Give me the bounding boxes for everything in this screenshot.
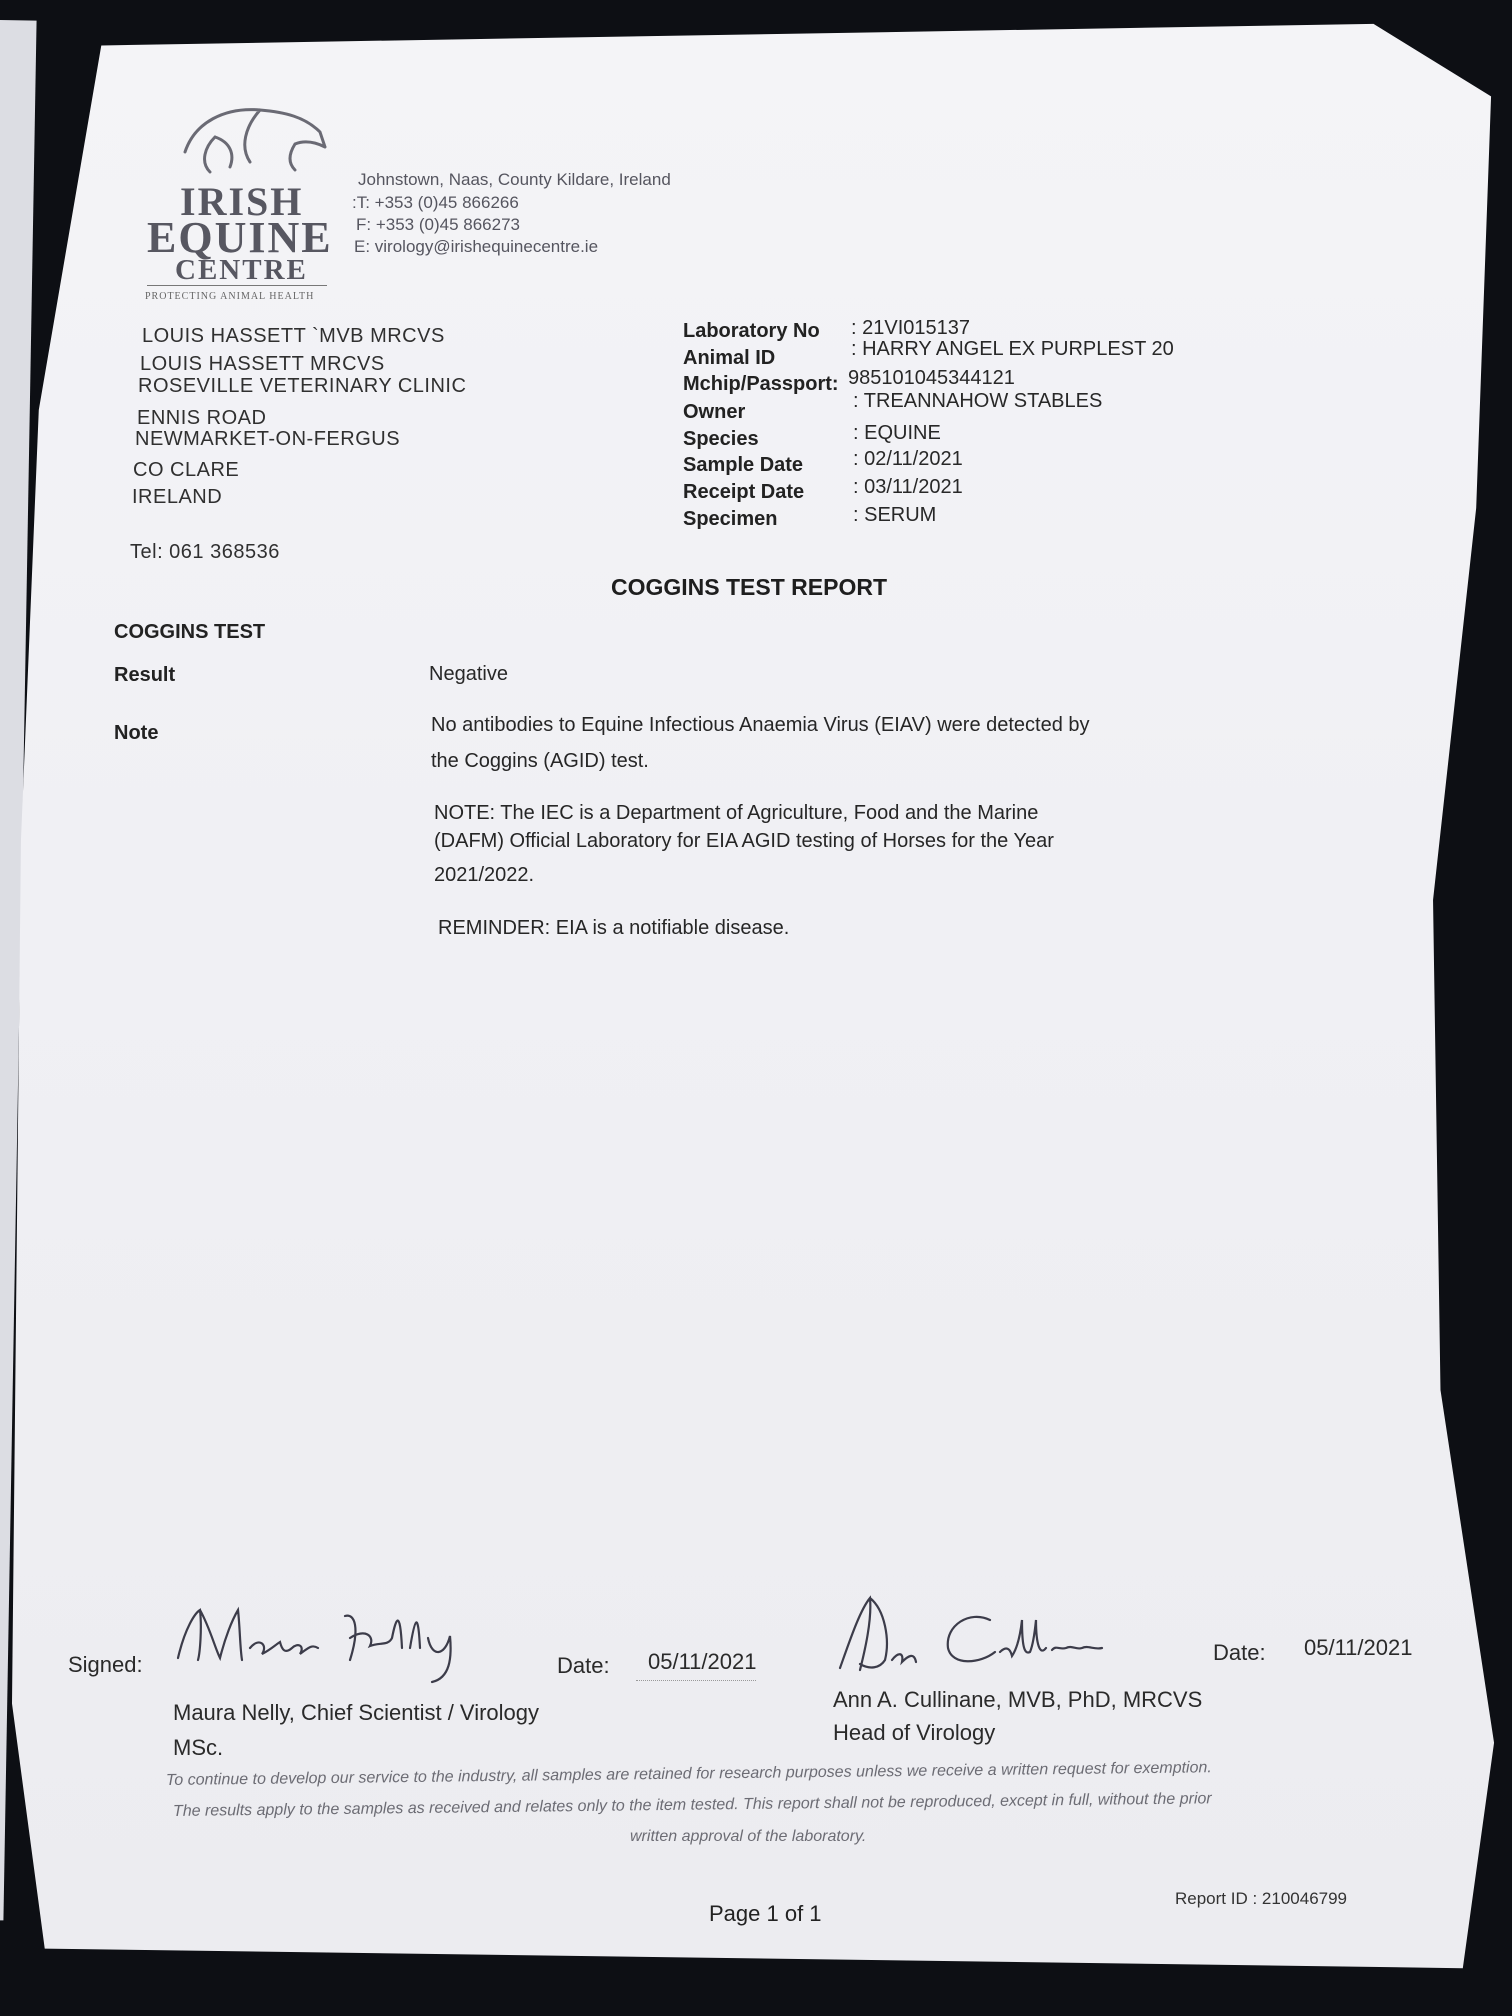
logo-tagline: PROTECTING ANIMAL HEALTH — [145, 291, 315, 302]
recipient-line: LOUIS HASSETT MRCVS — [140, 353, 385, 375]
note2-line: NOTE: The IEC is a Department of Agriculture, Food and the Marine — [434, 802, 1039, 824]
left-date-rule — [636, 1680, 756, 1681]
disclaimer-line: The results apply to the samples as received and relates only to the item tested. This report shall not be reproduced, except in full, without the prior — [172, 1790, 1212, 1820]
page-number: Page 1 of 1 — [709, 1901, 822, 1926]
result-label: Result — [114, 664, 176, 686]
field-value: : EQUINE — [853, 422, 941, 444]
report-id: Report ID : 210046799 — [1175, 1889, 1348, 1908]
signed-label: Signed: — [68, 1652, 143, 1677]
field-label: Sample Date — [683, 454, 804, 476]
recipient-tel: Tel: 061 368536 — [130, 541, 280, 563]
horse-logo-icon — [175, 92, 335, 182]
header-fax: F: +353 (0)45 866273 — [356, 215, 520, 234]
field-label: Species — [683, 428, 759, 450]
field-value: : TREANNAHOW STABLES — [853, 390, 1103, 412]
logo-line1: IRISH — [180, 179, 304, 224]
recipient-line: ROSEVILLE VETERINARY CLINIC — [138, 375, 467, 397]
note-line: No antibodies to Equine Infectious Anaemia Virus (EIAV) were detected by — [431, 714, 1090, 736]
note2-line: 2021/2022. — [434, 864, 535, 886]
reminder-text: REMINDER: EIA is a notifiable disease. — [438, 917, 790, 939]
left-date-label: Date: — [557, 1653, 610, 1678]
recipient-line: IRELAND — [132, 486, 223, 508]
left-signature — [170, 1598, 490, 1688]
field-value: : 02/11/2021 — [853, 448, 963, 470]
field-label: Laboratory No — [683, 320, 820, 342]
field-label: Specimen — [683, 508, 778, 530]
field-value: : 03/11/2021 — [853, 476, 963, 498]
right-signer-name: Ann A. Cullinane, MVB, PhD, MRCVS — [833, 1687, 1203, 1712]
right-date: 05/11/2021 — [1304, 1635, 1413, 1660]
note-line: the Coggins (AGID) test. — [431, 750, 649, 772]
left-date: 05/11/2021 — [648, 1649, 757, 1674]
section-heading: COGGINS TEST — [114, 621, 266, 643]
header-address: Johnstown, Naas, County Kildare, Ireland — [358, 170, 671, 189]
logo-rule — [147, 285, 327, 286]
recipient-line: CO CLARE — [133, 459, 240, 481]
disclaimer-line: written approval of the laboratory. — [630, 1828, 867, 1845]
field-label: Receipt Date — [683, 481, 805, 503]
left-signer-name: Maura Nelly, Chief Scientist / Virology — [173, 1700, 539, 1725]
field-value: 985101045344121 — [848, 367, 1015, 389]
right-signer-title: Head of Virology — [833, 1720, 996, 1745]
right-date-label: Date: — [1213, 1640, 1266, 1665]
note-label: Note — [114, 722, 159, 744]
field-value: : 21VI015137 — [851, 317, 970, 339]
field-value: : SERUM — [853, 504, 937, 526]
header-phone: :T: +353 (0)45 866266 — [352, 193, 519, 212]
header-email: E: virology@irishequinecentre.ie — [354, 237, 599, 256]
field-label: Mchip/Passport: — [683, 373, 839, 395]
logo-line2: EQUINE — [147, 213, 333, 262]
disclaimer-line: To continue to develop our service to the industry, all samples are retained for research purposes unless we receive a written request for exemption. — [165, 1759, 1212, 1789]
note2-line: (DAFM) Official Laboratory for EIA AGID testing of Horses for the Year — [434, 830, 1054, 852]
result-value: Negative — [429, 663, 508, 685]
field-label: Owner — [683, 401, 746, 423]
report-title: COGGINS TEST REPORT — [611, 574, 888, 600]
right-signature — [830, 1590, 1130, 1680]
recipient-line: ENNIS ROAD — [137, 407, 267, 429]
recipient-line: NEWMARKET-ON-FERGUS — [135, 428, 401, 450]
field-label: Animal ID — [683, 347, 776, 369]
left-signer-degree: MSc. — [173, 1735, 224, 1760]
logo-line3: CENTRE — [175, 254, 308, 286]
field-value: : HARRY ANGEL EX PURPLEST 20 — [851, 338, 1174, 360]
recipient-line: LOUIS HASSETT `MVB MRCVS — [142, 325, 445, 347]
